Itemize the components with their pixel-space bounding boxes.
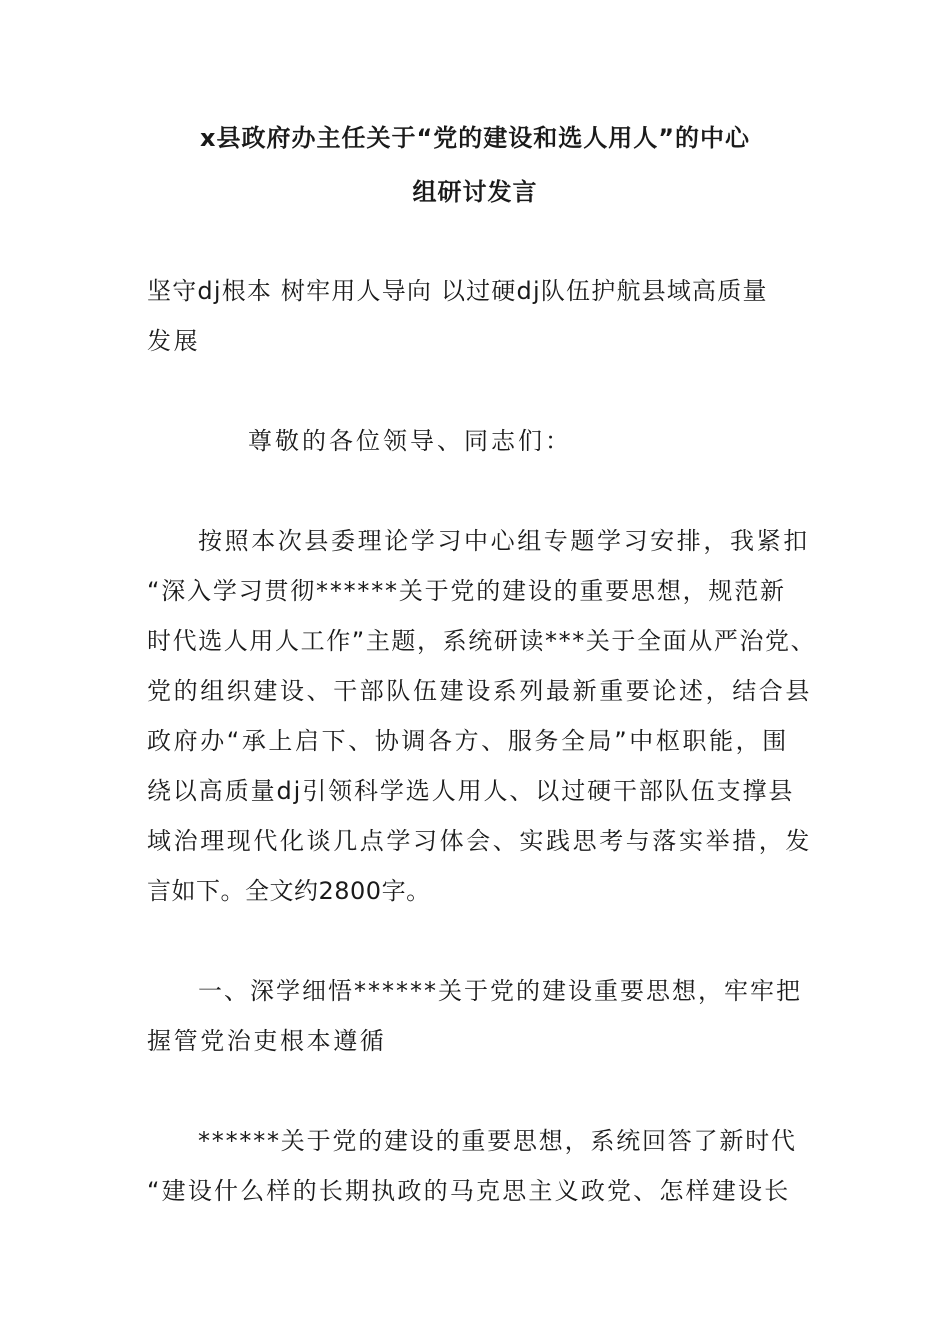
subtitle-line-2: 发展 [147,327,201,355]
subtitle-line-1: 坚守dj根本 树牢用人导向 以过硬dj队伍护航县域高质量 [147,277,768,305]
section1-heading-line-1: 一、深学细悟******关于党的建设重要思想，牢牢把 [198,977,802,1005]
section1-body-line-1: ******关于党的建设的重要思想，系统回答了新时代 [198,1127,797,1155]
section1-heading-line-2: 握管党治吏根本遵循 [147,1027,387,1055]
intro-line-2: “深入学习贯彻******关于党的建设的重要思想，规范新 [147,577,786,605]
intro-line-1: 按照本次县委理论学习中心组专题学习安排，我紧扣 [198,527,810,555]
section1-body-line-2: “建设什么样的长期执政的马克思主义政党、怎样建设长 [147,1177,791,1205]
document-title-line-1: x县政府办主任关于“党的建设和选人用人”的中心 [199,124,751,152]
document-title-line-2: 组研讨发言 [412,178,538,206]
intro-line-3: 时代选人用人工作”主题，系统研读***关于全面从严治党、 [147,627,817,655]
intro-line-8: 言如下。全文约2800字。 [147,877,431,905]
intro-line-5: 政府办“承上启下、协调各方、服务全局”中枢职能，围 [147,727,789,755]
salutation: 尊敬的各位领导、同志们： [248,427,572,455]
intro-line-6: 绕以高质量dj引领科学选人用人、以过硬干部队伍支撑县 [147,777,795,805]
intro-line-7: 域治理现代化谈几点学习体会、实践思考与落实举措，发 [147,827,812,855]
intro-line-4: 党的组织建设、干部队伍建设系列最新重要论述，结合县 [147,677,812,705]
